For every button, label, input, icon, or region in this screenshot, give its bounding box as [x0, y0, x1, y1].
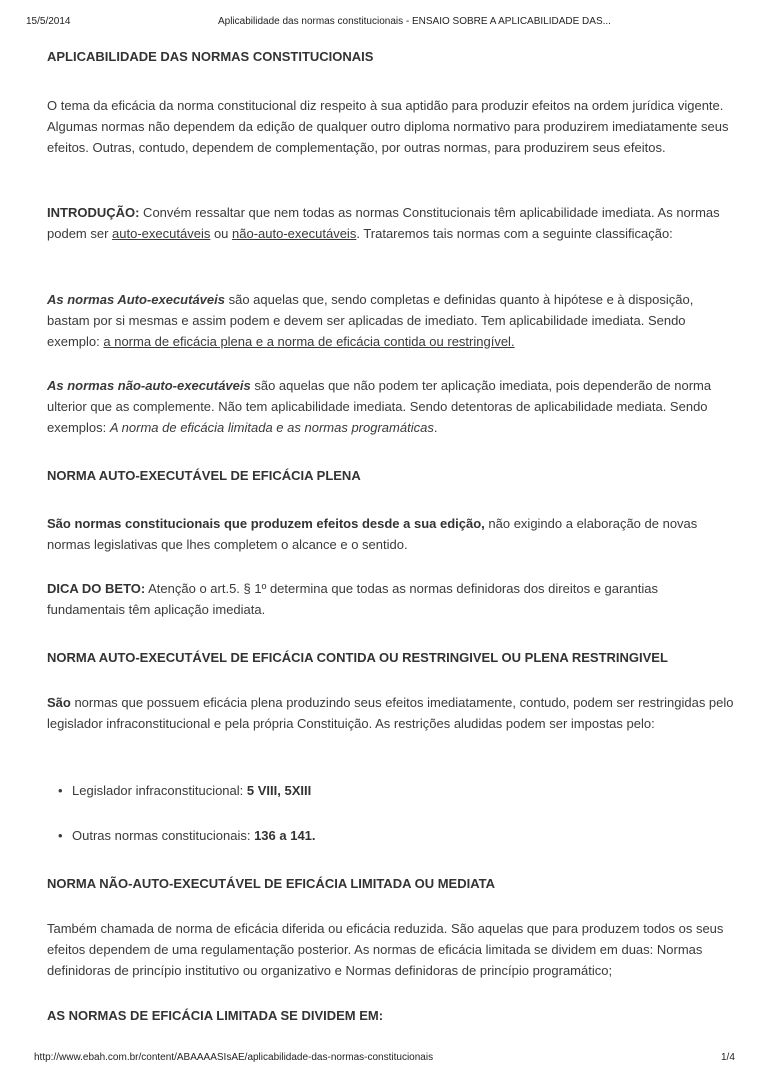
- paragraph-auto-executaveis: As normas Auto-executáveis são aquelas que, sendo completas e definidas quanto à hipótese e à disposição, bastam por si mesmas e assim podem e devem ser aplicadas de imediato. Tem aplicabilidade imediata. Sendo exemplo: a norma de eficácia plena e a norma de eficácia contida ou restringível.: [47, 292, 694, 349]
- paragraph-introducao: INTRODUÇÃO: Convém ressaltar que nem todas as normas Constitucionais têm aplicabilidade imediata. As normas podem ser auto-executáveis ou não-auto-executáveis. Trataremos tais normas com a seguinte classificação:: [47, 205, 720, 241]
- link-eficacia-plena-contida[interactable]: a norma de eficácia plena e a norma de eficácia contida ou restringível.: [103, 334, 515, 349]
- link-auto-executaveis[interactable]: auto-executáveis: [112, 226, 211, 241]
- intro-label: INTRODUÇÃO:: [47, 205, 140, 220]
- heading-eficacia-limitada: NORMA NÃO-AUTO-EXECUTÁVEL DE EFICÁCIA LIMITADA OU MEDIATA: [47, 876, 496, 891]
- heading-eficacia-contida: NORMA AUTO-EXECUTÁVEL DE EFICÁCIA CONTIDA OU RESTRINGIVEL OU PLENA RESTRINGIVEL: [47, 650, 668, 665]
- print-url: http://www.ebah.com.br/content/ABAAAASIsAE/aplicabilidade-das-normas-constitucionais: [34, 1052, 434, 1063]
- page-number: 1/4: [721, 1052, 735, 1063]
- paragraph-dica-do-beto: DICA DO BETO: Atenção o art.5. § 1º determina que todas as normas definidoras dos direitos e garantias fundamentais têm aplicação imediata.: [47, 581, 659, 617]
- bullet-icon: •: [58, 783, 63, 798]
- document-title: APLICABILIDADE DAS NORMAS CONSTITUCIONAIS: [47, 49, 374, 64]
- paragraph-eficacia-limitada: Também chamada de norma de eficácia diferida ou eficácia reduzida. São aquelas que para produzem todos os seus efeitos dependem de uma regulamentação posterior. As normas de eficácia limitada se dividem em duas: Normas definidoras de princípio institutivo ou organizativo e Normas definidoras de princípio programático;: [47, 921, 724, 978]
- dica-label: DICA DO BETO:: [47, 581, 146, 596]
- print-header: [0, 16, 768, 32]
- bullet-icon: •: [58, 828, 63, 843]
- paragraph-eficacia: O tema da eficácia da norma constitucional diz respeito à sua aptidão para produzir efeitos na ordem jurídica vigente. Algumas normas não dependem da edição de qualquer outro diploma normativo para produzirem imediatamente seus efeitos. Outras, contudo, dependem de complementação, por outras normas, para produzirem seus efeitos.: [47, 98, 729, 155]
- heading-eficacia-plena: NORMA AUTO-EXECUTÁVEL DE EFICÁCIA PLENA: [47, 468, 361, 483]
- paragraph-eficacia-plena: São normas constitucionais que produzem efeitos desde a sua edição, não exigindo a elaboração de novas normas legislativas que lhes completem o alcance e o sentido.: [47, 516, 698, 552]
- paragraph-eficacia-contida: São normas que possuem eficácia plena produzindo seus efeitos imediatamente, contudo, podem ser restringidas pelo legislador infraconstitucional e pela própria Constituição. As restrições aludidas podem ser impostas pelo:: [47, 695, 734, 731]
- paragraph-nao-auto-executaveis: As normas não-auto-executáveis são aquelas que não podem ter aplicação imediata, pois dependerão de norma ulterior que as complemente. Não tem aplicabilidade imediata. Sendo detentoras de aplicabilidade mediata. Sendo exemplos: A norma de eficácia limitada e as normas programáticas.: [47, 378, 712, 435]
- list-item: • Legislador infraconstitucional: 5 VIII, 5XIII: [72, 780, 732, 801]
- heading-normas-limitada-dividem: AS NORMAS DE EFICÁCIA LIMITADA SE DIVIDEM EM:: [47, 1008, 384, 1023]
- link-nao-auto-executaveis[interactable]: não-auto-executáveis: [232, 226, 357, 241]
- list-item: • Outras normas constitucionais: 136 a 141.: [72, 825, 732, 846]
- print-date: 15/5/2014: [26, 16, 71, 27]
- nao-auto-label: As normas não-auto-executáveis: [47, 378, 251, 393]
- print-page-title: Aplicabilidade das normas constitucionais - ENSAIO SOBRE A APLICABILIDADE DAS...: [218, 16, 611, 27]
- auto-label: As normas Auto-executáveis: [47, 292, 225, 307]
